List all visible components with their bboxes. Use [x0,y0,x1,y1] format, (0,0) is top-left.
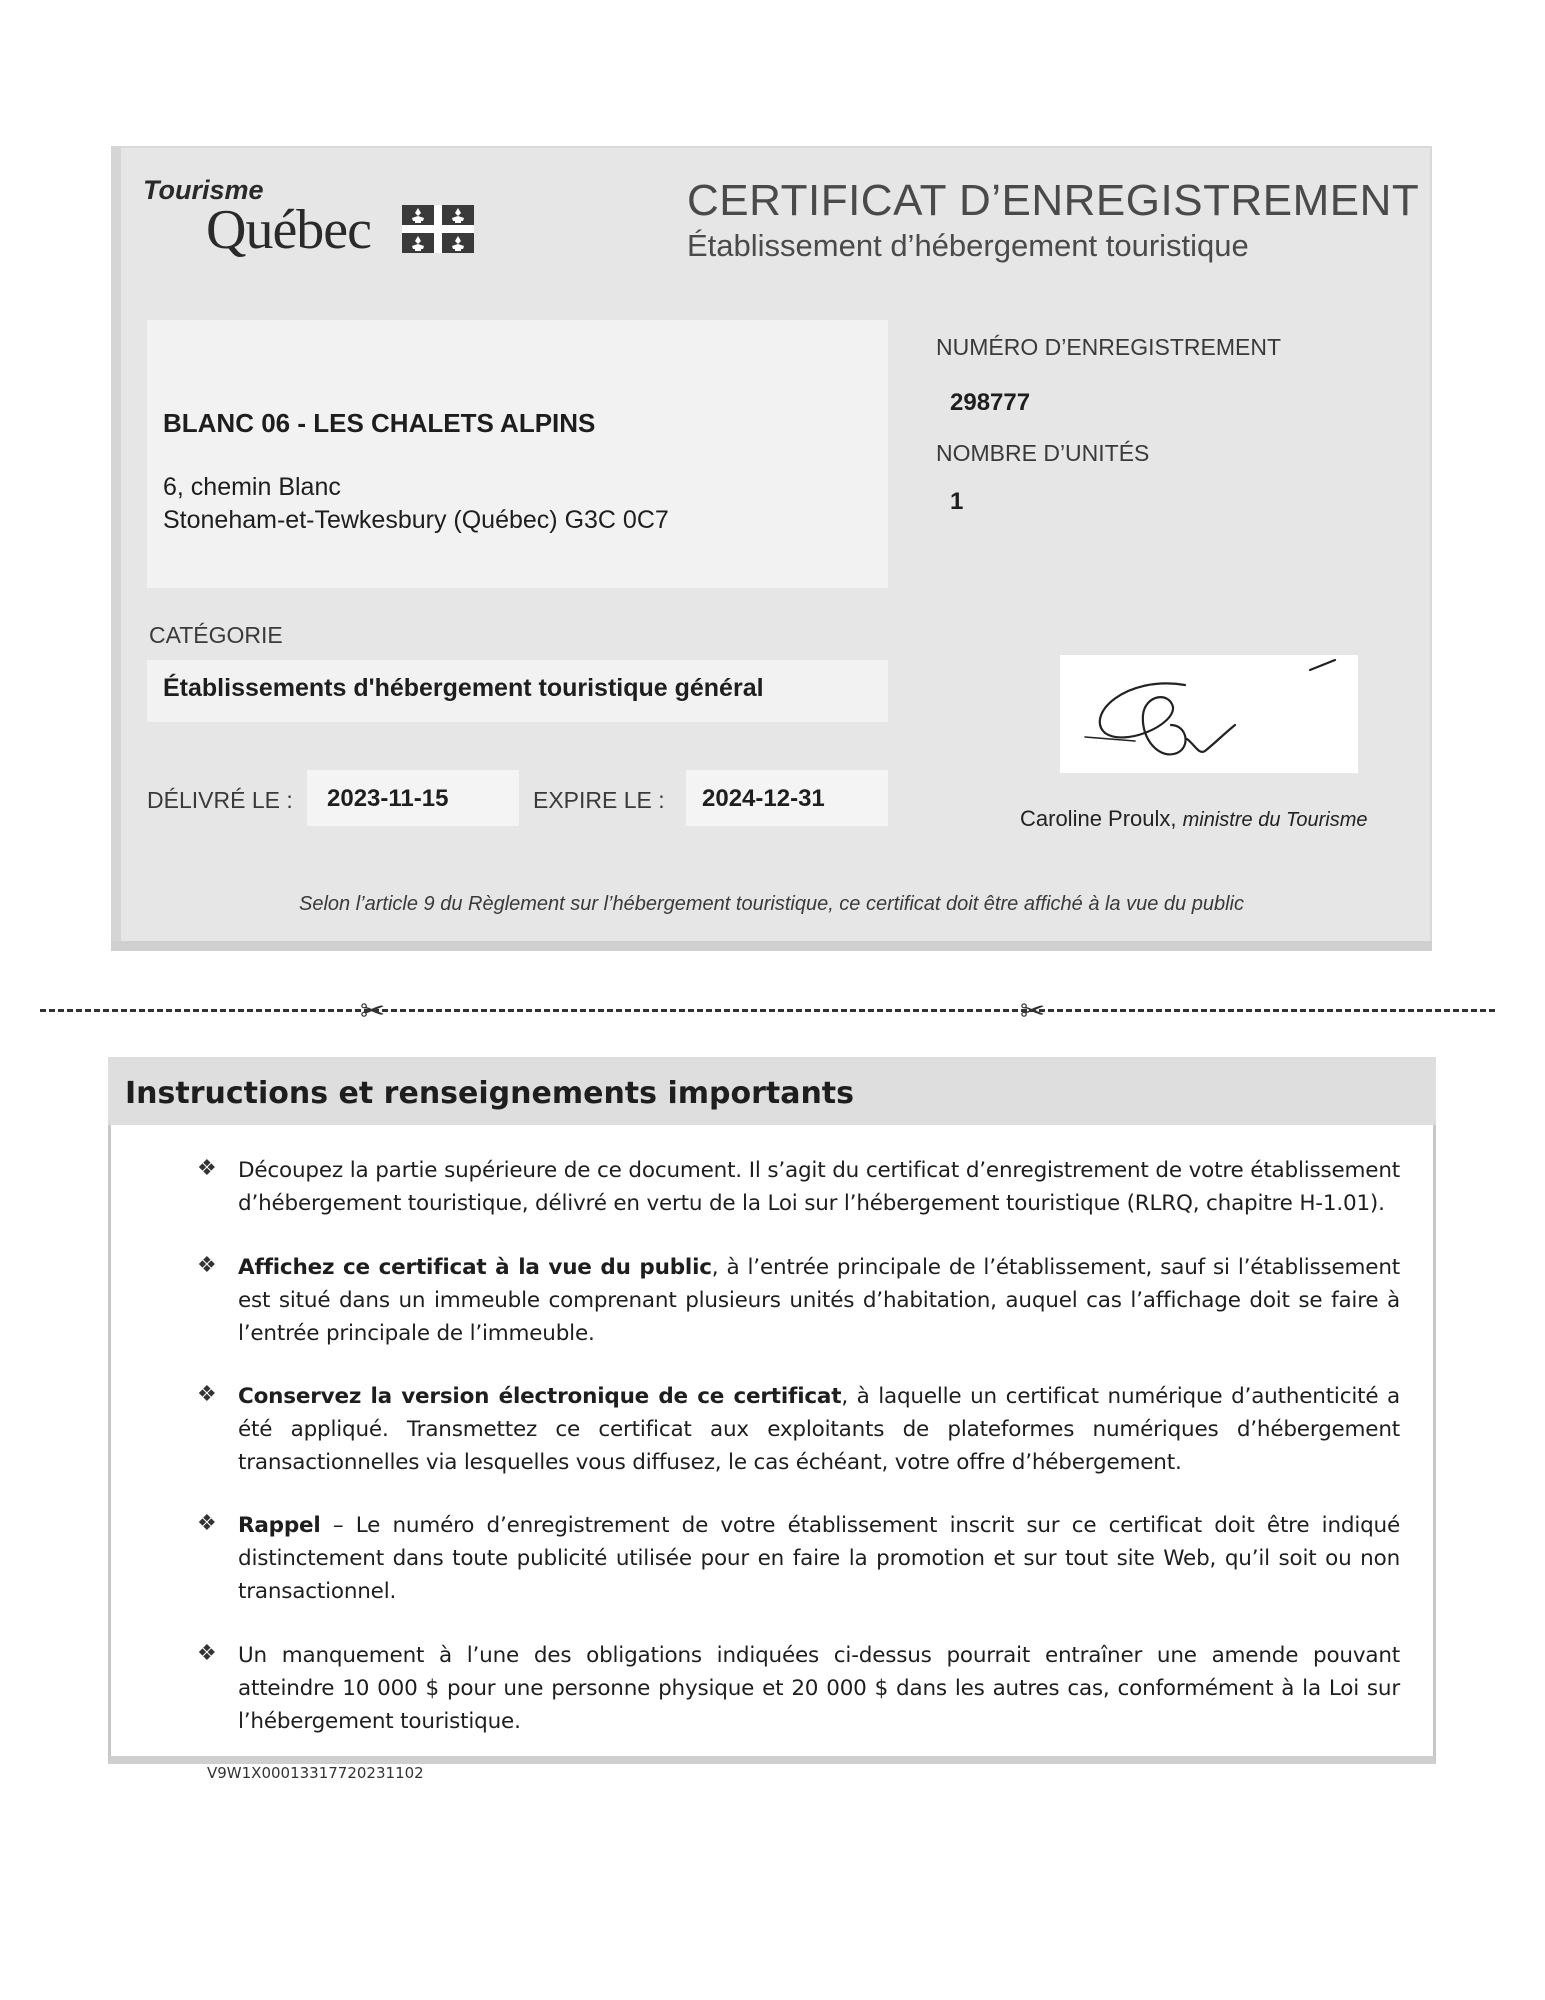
signatory-title: ministre du Tourisme [1182,809,1368,831]
instruction-item-1-text: Découpez la partie supérieure de ce document. Il s’agit du certificat d’enregistrement de votre établissement d’hébergement touristique, délivré en vertu de la Loi sur l’hébergement touristique (RLRQ, chapitre H-1.01). [238,1158,1400,1216]
expires-date: 2024-12-31 [702,785,825,812]
units-value: 1 [950,488,964,515]
category-label: CATÉGORIE [149,622,283,648]
scissors-icon: ✂ [1020,995,1046,1028]
certificate-shadow-left [111,146,121,951]
issued-label: DÉLIVRÉ LE : [147,787,293,813]
logo-quebec-text: Québec [206,199,372,261]
issued-date: 2023-11-15 [327,785,449,812]
scissors-icon: ✂ [360,995,386,1028]
registration-number: 298777 [950,389,1031,416]
diamond-bullet-icon: ❖ [197,1252,217,1277]
instruction-item-1 [238,1154,1400,1220]
units-label: NOMBRE D’UNITÉS [936,440,1150,466]
certificate-subtitle: Établissement d’hébergement touristique [687,228,1249,263]
logo-tourisme-text: Tourisme [143,175,264,205]
instruction-item-2-text: , à l’entrée principale de l’établissement, sauf si l’établissement est situé dans un immeuble comprenant plusieurs unités d’habitation, auquel cas l’affichage doit se faire à l’entrée principale de l’immeuble. [238,1255,1400,1346]
certificate-display-note: Selon l’article 9 du Règlement sur l’hébergement touristique, ce certificat doit être affiché à la vue du public [299,893,1244,915]
instruction-item-4-text: – Le numéro d’enregistrement de votre établissement inscrit sur ce certificat doit être indiqué distinctement dans toute publicité utilisée pour en faire la promotion et sur tout site Web, qu’il soit ou non transactionnel. [238,1513,1400,1604]
cut-line [40,1009,1495,1012]
registration-number-label: NUMÉRO D’ENREGISTREMENT [936,334,1282,360]
instruction-item-2-bold: Affichez ce certificat à la vue du public [238,1255,712,1280]
instruction-item-3-bold: Conservez la version électronique de ce certificat [238,1384,842,1409]
diamond-bullet-icon: ❖ [197,1155,217,1180]
establishment-name: BLANC 06 - LES CHALETS ALPINS [163,408,596,438]
instructions-title: Instructions et renseignements importants [125,1076,855,1111]
instruction-item-3 [238,1380,1400,1479]
instruction-item-3-text: , à laquelle un certificat numérique d’authenticité a été appliqué. Transmettez ce certificat aux exploitants de plateformes numériques d’hébergement transactionnelles via lesquelles vous diffusez, le cas échéant, votre offre d’hébergement. [238,1384,1400,1475]
address-line-2: Stoneham-et-Tewkesbury (Québec) G3C 0C7 [163,506,669,534]
instruction-item-4 [238,1509,1400,1608]
expires-label: EXPIRE LE : [533,787,665,813]
diamond-bullet-icon: ❖ [197,1510,217,1535]
quebec-flag-icon [402,205,474,253]
document-id: V9W1X00013317720231102 [207,1764,424,1782]
category-value: Établissements d'hébergement touristique général [163,674,764,702]
identification-box [147,320,888,588]
certificate-shadow-bottom [111,941,1432,951]
instruction-item-2 [238,1251,1400,1350]
diamond-bullet-icon: ❖ [197,1381,217,1406]
instruction-item-5-text: Un manquement à l’une des obligations indiquées ci-dessus pourrait entraîner une amende pouvant atteindre 10 000 $ pour une personne physique et 20 000 $ dans les autres cas, conformément à la Loi sur l’hébergement touristique. [238,1643,1400,1734]
address-line-1: 6, chemin Blanc [163,473,341,501]
diamond-bullet-icon: ❖ [197,1640,217,1665]
instruction-item-4-bold: Rappel [238,1513,321,1538]
signatory-name: Caroline Proulx, [1020,806,1177,831]
certificate-title: CERTIFICAT D’ENREGISTREMENT [687,176,1420,225]
instruction-item-5 [238,1639,1400,1738]
signature-image [1065,655,1365,773]
signatory [1020,806,1368,832]
